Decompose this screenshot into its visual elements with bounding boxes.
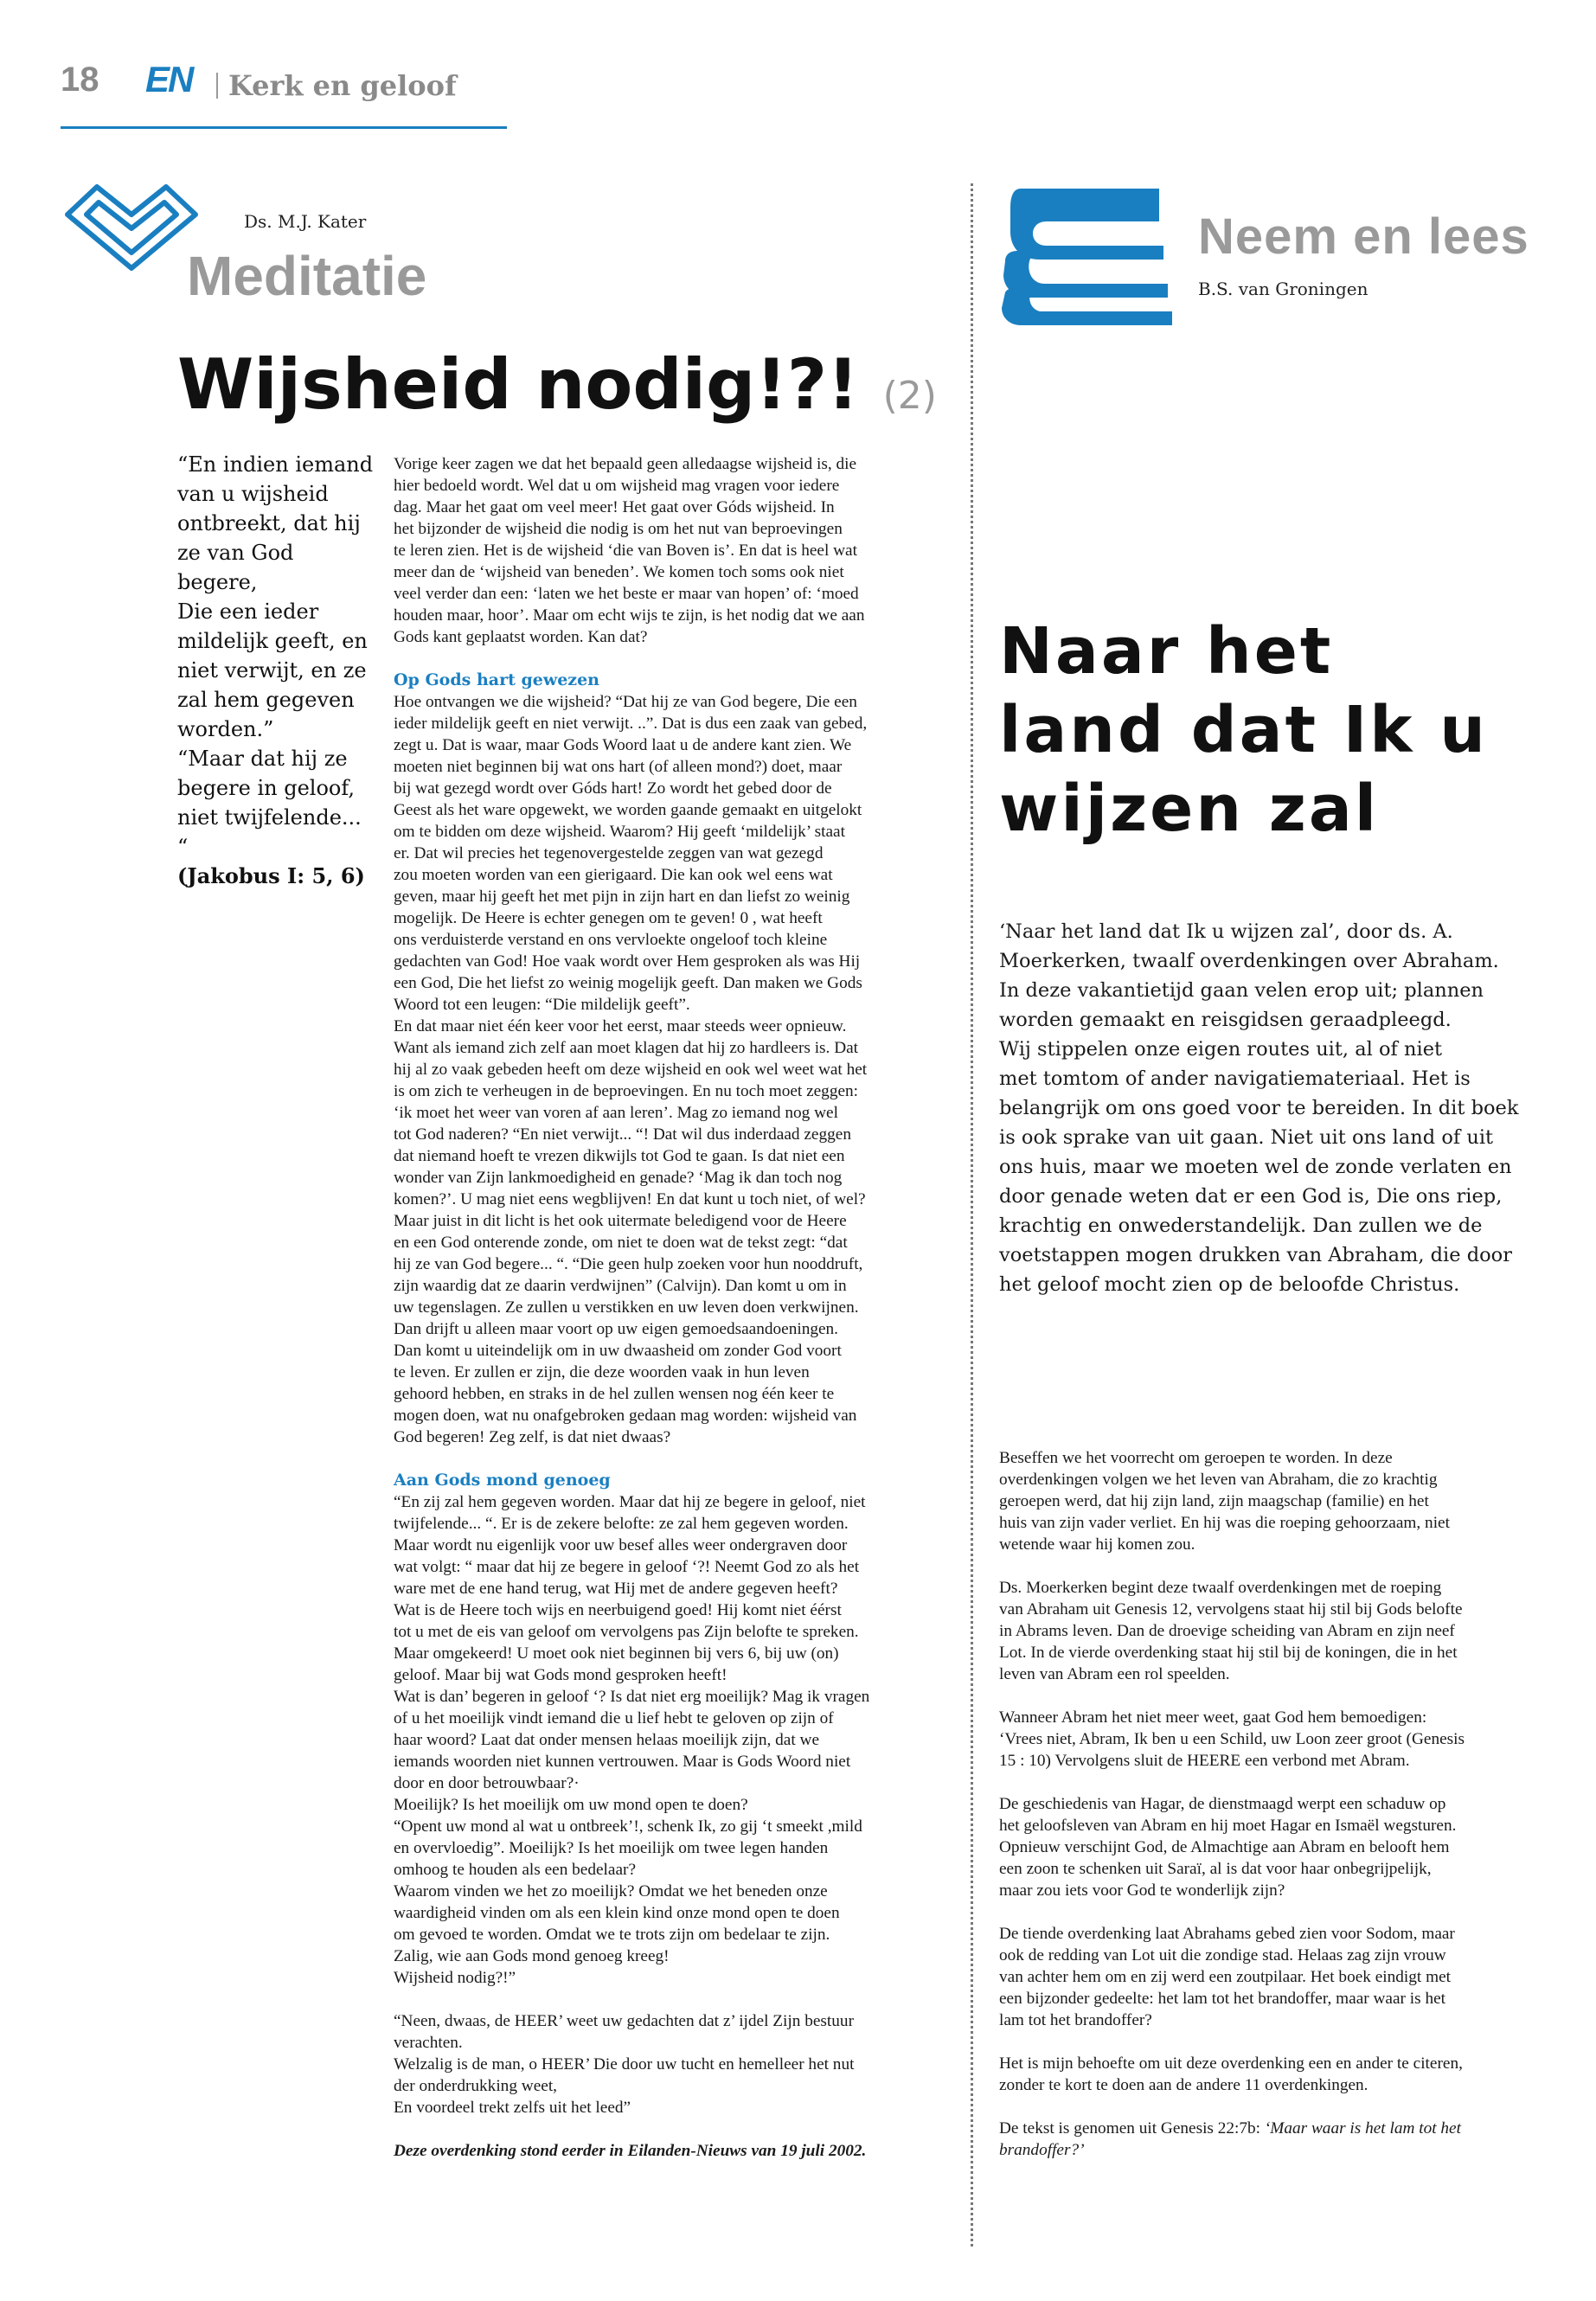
meditation-intro [394, 453, 937, 648]
body-line: waardigheid vinden om als een klein kind onze mond open te doen [394, 1904, 840, 1922]
meditation-section-1 [394, 691, 937, 1448]
review-paragraph [999, 1447, 1548, 1555]
review-title-line: land dat Ik u [999, 693, 1488, 767]
final-quote: ‘Maar waar is het lam tot het [1264, 2119, 1461, 2138]
body-line: huis van zijn vader verliet. En hij was die roeping gehoorzaam, niet [999, 1514, 1450, 1532]
body-line: of u het moeilijk vindt iemand die u lief hebt te geloven op zijn of [394, 1709, 834, 1727]
body-line: Zalig, wie aan Gods mond genoeg kreeg! [394, 1947, 670, 1965]
body-line: ware met de ene hand terug, wat Hij met de andere gegeven heeft? [394, 1580, 838, 1598]
body-line: Waarom vinden we het zo moeilijk? Omdat we het beneden onze [394, 1882, 828, 1900]
review-paragraph [999, 2053, 1548, 2096]
body-line: mogen doen, wat nu onafgebroken gedaan mag worden: wijsheid van [394, 1407, 857, 1425]
review-label: Neem en lees [1198, 208, 1529, 265]
quote-line: Die een ieder [177, 599, 319, 624]
body-line: omhoog te houden als een bedelaar? [394, 1861, 637, 1879]
body-line: om te bidden om deze wijsheid. Waarom? Hij geeft ‘mildelijk’ staat [394, 823, 845, 841]
meditation-body [394, 453, 937, 2162]
intro-line: worden gemaakt en reisgidsen geraadpleegd. [999, 1009, 1452, 1031]
body-line: een zoon te schenken uit Saraï, al is dat voor haar onbegrijpelijk, [999, 1860, 1432, 1878]
quote-line: begere in geloof, [177, 776, 355, 800]
psalm-line: “Neen, dwaas, de HEER’ weet uw gedachten dat z’ ijdel Zijn bestuur [394, 2012, 854, 2030]
body-line: te leren zien. Het is de wijsheid ‘die van Boven is’. En dat is heel wat [394, 542, 857, 560]
header-separator [216, 73, 218, 99]
quote-line: van u wijsheid [177, 482, 329, 506]
subheading-op-gods-hart: Op Gods hart gewezen [394, 670, 599, 689]
meditation-title-part: (2) [882, 374, 937, 418]
intro-line: Wij stippelen onze eigen routes uit, al of niet [999, 1038, 1443, 1061]
intro-line: krachtig en onwederstandelijk. Dan zullen we de [999, 1215, 1483, 1237]
body-line: dat niemand hoeft te vrezen dikwijls tot God te gaan. Is dat niet een [394, 1147, 845, 1165]
body-line: Vorige keer zagen we dat het bepaald geen alledaagse wijsheid is, die [394, 455, 857, 473]
quote-line: niet verwijt, en ze [177, 658, 367, 683]
body-line: Geest als het ware opgewekt, we worden gaande gemaakt en uitgelokt [394, 801, 862, 819]
body-line: Maar omgekeerd! U moet ook niet beginnen bij vers 6, bij uw (on) [394, 1644, 839, 1663]
publication-logo: EN [145, 59, 193, 99]
body-line: van Abraham uit Genesis 12, vervolgens staat hij stil bij Gods belofte [999, 1600, 1463, 1618]
body-line: lam tot het brandoffer? [999, 2011, 1152, 2029]
body-line: Ds. Moerkerken begint deze twaalf overdenkingen met de roeping [999, 1579, 1442, 1597]
review-intro [999, 917, 1553, 1299]
psalm-line: Welzalig is de man, o HEER’ Die door uw tucht en hemelleer het nut [394, 2055, 855, 2073]
intro-line: ‘Naar het land dat Ik u wijzen zal’, door ds. A. [999, 920, 1453, 943]
body-line: leven van Abram een rol speelden. [999, 1665, 1230, 1683]
body-line: geloof. Maar bij wat Gods mond gesproken heeft! [394, 1666, 727, 1684]
body-line: Want als iemand zich zelf aan moet klagen dat hij zo hardleers is. Dat [394, 1039, 859, 1057]
intro-line: ons huis, maar we moeten wel de zonde verlaten en [999, 1156, 1512, 1178]
body-line: meer dan de ‘wijsheid van beneden’. We komen toch soms ook niet [394, 563, 844, 581]
meditation-title-text: Wijsheid nodig!?! [177, 344, 859, 425]
subheading-aan-gods-mond: Aan Gods mond genoeg [394, 1471, 611, 1490]
body-line: twijfelende... “. Er is de zekere belofte: ze zal hem gegeven worden. [394, 1515, 849, 1533]
body-line: hij al zo vaak gebeden heeft om deze wijsheid en ook wel weet wat het [394, 1061, 868, 1079]
body-line: door en door betrouwbaar?· [394, 1774, 580, 1792]
review-paragraph [999, 1793, 1548, 1901]
body-line: ‘ik moet het weer van voren af aan leren’. Mag zo iemand nog wel [394, 1104, 838, 1122]
body-line: Gods kant geplaatst worden. Kan dat? [394, 628, 648, 646]
body-line: hier bedoeld wordt. Wel dat u om wijsheid mag vragen voor iedere [394, 477, 840, 495]
intro-line: het geloof mocht zien op de beloofde Christus. [999, 1273, 1460, 1296]
body-line: komen?’. U mag niet eens wegblijven! En dat kunt u toch niet, of wel? [394, 1190, 866, 1208]
review-title-line: Naar het [999, 614, 1334, 689]
body-line: Wat is de Heere toch wijs en neerbuigend goed! Hij komt niet éérst [394, 1601, 842, 1619]
body-line: Wat is dan’ begeren in geloof ‘? Is dat niet erg moeilijk? Mag ik vragen [394, 1688, 870, 1706]
body-line: haar woord? Laat dat onder mensen helaas moeilijk zijn, dat we [394, 1731, 820, 1749]
body-line: moeten niet beginnen bij wat ons hart (of alleen mond?) doet, maar [394, 758, 843, 776]
body-line: is om zich te verheugen in de beproevingen. En nu toch moet zeggen: [394, 1082, 859, 1100]
meditation-label: Meditatie [187, 245, 427, 307]
review-paragraphs [999, 1447, 1548, 2118]
body-line: Hoe ontvangen we die wijsheid? “Dat hij ze van God begere, Die een [394, 693, 857, 711]
page-number: 18 [61, 61, 99, 99]
body-line: God begeren! Zeg zelf, is dat niet dwaas? [394, 1428, 671, 1446]
body-line: van achter hem om en zij werd een zoutpilaar. Het boek eindigt met [999, 1968, 1452, 1986]
quote-line: zal hem gegeven [177, 688, 355, 712]
intro-line: door genade weten dat er een God is, Die ons riep, [999, 1185, 1503, 1208]
body-line: uw tegenslagen. Ze zullen u verstikken en uw leven doen verkwijnen. [394, 1298, 859, 1317]
body-line: ook de redding van Lot uit die zondige stad. Helaas zag zijn vrouw [999, 1946, 1446, 1965]
body-line: Opnieuw verschijnt God, de Almachtige aan Abram en belooft hem [999, 1838, 1450, 1856]
body-line: wat volgt: “ maar dat hij ze begere in geloof ‘?! Neemt God zo als het [394, 1558, 860, 1576]
body-line: zou moeten worden van een gierigaard. Die kan ook wel eens wat [394, 866, 833, 884]
body-line: tot u met de eis van geloof om vervolgens pas Zijn belofte te spreken. [394, 1623, 859, 1641]
quote-line: worden.” [177, 717, 274, 741]
intro-line: In deze vakantietijd gaan velen erop uit; plannen [999, 979, 1484, 1002]
meditation-section-2 [394, 1491, 937, 1989]
review-body [999, 1447, 1548, 2161]
body-line: het geloofsleven van Abram en hij moet Hagar en Ismaël wegsturen. [999, 1817, 1457, 1835]
body-line: Wijsheid nodig?!” [394, 1969, 516, 1987]
body-line: veel verder dan een: ‘laten we het beste er maar van hopen’ of: ‘moed [394, 585, 859, 603]
body-line: geroepen werd, dat hij zijn land, zijn maagschap (familie) en het [999, 1492, 1429, 1510]
intro-line: is ook sprake van uit gaan. Niet uit ons land of uit [999, 1126, 1494, 1149]
review-paragraph [999, 1923, 1548, 2031]
meditation-title [177, 344, 937, 425]
header-rule [61, 126, 507, 129]
body-line: gedachten van God! Hoe vaak wordt over Hem gesproken als was Hij [394, 952, 861, 971]
stacked-books-icon [995, 182, 1176, 329]
column-divider [971, 183, 973, 2247]
body-line: De geschiedenis van Hagar, de dienstmaagd werpt een schaduw op [999, 1795, 1446, 1813]
body-line: Maar juist in dit licht is het ook uitermate beledigend voor de Heere [394, 1212, 847, 1230]
body-line: hij ze van God begere... “. “Die geen hulp zoeken voor hun nooddruft, [394, 1255, 863, 1273]
body-line: Maar wordt nu eigenlijk voor uw besef alles weer ondergraven door [394, 1536, 848, 1554]
body-line: wetende waar hij komen zou. [999, 1535, 1195, 1554]
body-line: Wanneer Abram het niet meer weet, gaat God hem bemoedigen: [999, 1708, 1427, 1727]
psalm-line: verachten. [394, 2034, 463, 2052]
review-final-paragraph [999, 2118, 1548, 2161]
body-line: het bijzonder de wijsheid die nodig is om het nut van beproevingen [394, 520, 843, 538]
closing-psalm [394, 2010, 937, 2118]
body-line: er. Dat wil precies het tegenovergestelde zeggen van wat gezegd [394, 844, 824, 862]
quote-line: “En indien iemand [177, 452, 374, 477]
body-line: en overvloedig”. Moeilijk? Is het moeilijk om twee legen handen [394, 1839, 829, 1857]
body-line: Beseffen we het voorrecht om geroepen te worden. In deze [999, 1449, 1393, 1467]
body-line: om gevoed te worden. Omdat we te trots zijn om bedelaar te zijn. [394, 1926, 830, 1944]
body-line: “En zij zal hem gegeven worden. Maar dat hij ze begere in geloof, niet [394, 1493, 866, 1511]
quote-line: ze van God begere, [177, 541, 294, 594]
body-line: maar zou iets voor God te wonderlijk zijn? [999, 1881, 1285, 1900]
body-line: ‘Vrees niet, Abram, Ik ben u een Schild, uw Loon zeer groot (Genesis [999, 1730, 1465, 1748]
intro-line: met tomtom of ander navigatiemateriaal. Het is [999, 1067, 1471, 1090]
open-book-heart-icon [62, 180, 201, 273]
final-prefix: De tekst is genomen uit Genesis 22:7b: [999, 2119, 1265, 2138]
intro-line: belangrijk om ons goed voor te bereiden. In dit boek [999, 1097, 1519, 1119]
body-line: Moeilijk? Is het moeilijk om uw mond open te doen? [394, 1796, 748, 1814]
meditation-author: Ds. M.J. Kater [244, 211, 367, 232]
quote-reference: (Jakobus I: 5, 6) [177, 863, 365, 888]
quote-line: mildelijk geeft, en [177, 629, 368, 653]
body-line: zegt u. Dat is waar, maar Gods Woord laat u de andere kant zien. We [394, 736, 852, 754]
review-author: B.S. van Groningen [1198, 279, 1368, 299]
body-line: gehoord hebben, en straks in de hel zullen wensen nog één keer te [394, 1385, 835, 1403]
body-line: en een God onterende zonde, om niet te doen wat de tekst zegt: “dat [394, 1234, 848, 1252]
body-line: zonder te kort te doen aan de andere 11 overdenkingen. [999, 2076, 1368, 2094]
quote-line: “Maar dat hij ze [177, 747, 348, 771]
body-line: houden maar, hoor’. Maar om echt wijs te zijn, is het nodig dat we aan [394, 606, 865, 625]
psalm-line: der onderdrukking weet, [394, 2077, 557, 2095]
body-line: iemands woorden niet kunnen vertrouwen. Maar is Gods Woord niet [394, 1753, 851, 1771]
body-line: En dat maar niet één keer voor het eerst, maar steeds weer opnieuw. [394, 1017, 847, 1035]
review-title [999, 612, 1488, 849]
psalm-line: En voordeel trekt zelfs uit het leed” [394, 2099, 631, 2117]
body-line: overdenkingen volgen we het leven van Abraham, die zo krachtig [999, 1471, 1438, 1489]
body-line: Lot. In de vierde overdenking staat hij stil bij de koningen, die in het [999, 1644, 1458, 1662]
body-line: ieder mildelijk geeft en niet verwijt. ..”. Dat is dus een zaak van gebed, [394, 715, 868, 733]
section-name: Kerk en geloof [228, 69, 457, 102]
body-line: Het is mijn behoefte om uit deze overdenking een en ander te citeren, [999, 2054, 1463, 2073]
review-paragraph [999, 1577, 1548, 1685]
body-line: wonder van Zijn lankmoedigheid en genade? ‘Mag ik dan toch nog [394, 1169, 843, 1187]
quote-line: niet twijfelende... “ [177, 805, 362, 859]
body-line: “Opent uw mond al wat u ontbreek’!, schenk Ik, zo gij ‘t smeekt ,mild [394, 1817, 862, 1836]
body-line: geven, maar hij geeft het met pijn in zijn hart en dan liefst zo weinig [394, 888, 850, 906]
body-line: ons verduisterde verstand en ons vervloekte ongeloof toch kleine [394, 931, 828, 949]
scripture-quote [177, 450, 376, 891]
body-line: een bijzonder gedeelte: het lam tot het brandoffer, maar waar is het [999, 1990, 1446, 2008]
source-note: Deze overdenking stond eerder in Eilanden-Nieuws van 19 juli 2002. [394, 2142, 867, 2160]
quote-line: ontbreekt, dat hij [177, 511, 361, 535]
intro-line: voetstappen mogen drukken van Abraham, die door [999, 1244, 1512, 1266]
body-line: Dan drijft u alleen maar voort op uw eigen gemoedsaandoeningen. [394, 1320, 838, 1338]
body-line: mogelijk. De Heere is echter genegen om te geven! 0 , wat heeft [394, 909, 823, 927]
body-line: Dan komt u uiteindelijk om in uw dwaasheid om zonder God voort [394, 1342, 842, 1360]
body-line: dag. Maar het gaat om veel meer! Het gaat over Góds wijsheid. In [394, 498, 835, 516]
review-paragraph [999, 1707, 1548, 1772]
intro-line: Moerkerken, twaalf overdenkingen over Abraham. [999, 950, 1499, 972]
body-line: De tiende overdenking laat Abrahams gebed zien voor Sodom, maar [999, 1925, 1455, 1943]
body-line: Woord tot een leugen: “Die mildelijk geeft”. [394, 996, 690, 1014]
body-line: in Abrams leven. Dan de droevige scheiding van Abram en zijn neef [999, 1622, 1455, 1640]
body-line: 15 : 10) Vervolgens sluit de HEERE een verbond met Abram. [999, 1752, 1410, 1770]
body-line: tot God naderen? “En niet verwijt... “! Dat wil dus inderdaad zeggen [394, 1125, 851, 1144]
body-line: te leven. Er zullen er zijn, die deze woorden vaak in hun leven [394, 1363, 810, 1381]
review-title-line: wijzen zal [999, 772, 1380, 846]
body-line: zijn waardig dat ze daarin verdwijnen” (Calvijn). Dan komt u om in [394, 1277, 847, 1295]
body-line: bij wat gezegd wordt over Góds hart! Zo wordt het gebed door de [394, 779, 832, 798]
body-line: een God, Die het liefst zo weinig mogelijk geeft. Dan maken we Gods [394, 974, 862, 992]
final-quote: brandoffer?’ [999, 2141, 1085, 2159]
